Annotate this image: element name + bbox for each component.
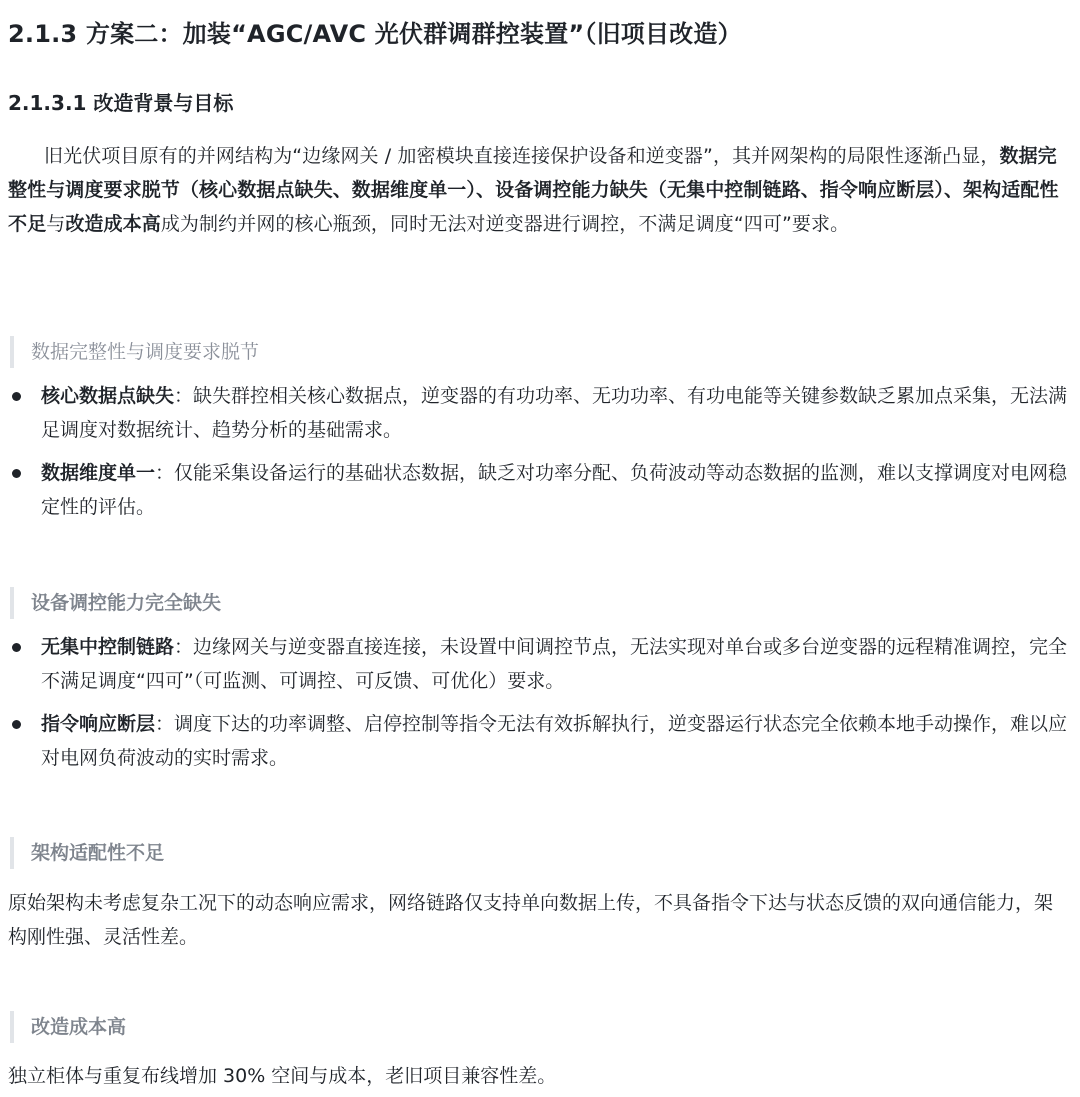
intro-paragraph bbox=[8, 139, 1070, 241]
list-item bbox=[8, 379, 1070, 447]
bullet-text: ：调度下达的功率调整、启停控制等指令无法有效拆解执行，逆变器运行状态完全依赖本地手动操作，难以应对电网负荷波动的实时需求。 bbox=[41, 713, 1068, 769]
blockquote-control-capability: 设备调控能力完全缺失 bbox=[10, 587, 221, 619]
architecture-paragraph: 原始架构未考虑复杂工况下的动态响应需求，网络链路仅支持单向数据上传，不具备指令下达与状态反馈的双向通信能力，架构刚性强、灵活性差。 bbox=[8, 892, 1054, 948]
bullet-dot-icon bbox=[12, 469, 21, 478]
subsection-heading: 2.1.3.1 改造背景与目标 bbox=[8, 91, 234, 115]
cost-paragraph: 独立柜体与重复布线增加 30% 空间与成本，老旧项目兼容性差。 bbox=[8, 1065, 557, 1087]
bullet-text: ：边缘网关与逆变器直接连接，未设置中间调控节点，无法实现对单台或多台逆变器的远程精准调控，完全不满足调度“四可”（可监测、可调控、可反馈、可优化）要求。 bbox=[41, 636, 1068, 692]
list-item bbox=[8, 707, 1070, 775]
bullet-list-data-integrity bbox=[8, 379, 1070, 533]
blockquote-data-integrity: 数据完整性与调度要求脱节 bbox=[10, 336, 259, 368]
intro-text-1: 旧光伏项目原有的并网结构为“边缘网关 / 加密模块直接连接保护设备和逆变器”，其并网架构的局限性逐渐凸显， bbox=[44, 145, 1000, 167]
bullet-term: 无集中控制链路 bbox=[41, 636, 175, 658]
list-item bbox=[8, 630, 1070, 698]
bullet-dot-icon bbox=[12, 392, 21, 401]
bullet-dot-icon bbox=[12, 720, 21, 729]
blockquote-cost: 改造成本高 bbox=[10, 1011, 126, 1043]
section-heading: 2.1.3 方案二：加装“AGC/AVC 光伏群调群控装置”（旧项目改造） bbox=[8, 20, 742, 48]
bullet-dot-icon bbox=[12, 643, 21, 652]
bullet-text: ：缺失群控相关核心数据点，逆变器的有功功率、无功功率、有功电能等关键参数缺乏累加点采集，无法满足调度对数据统计、趋势分析的基础需求。 bbox=[41, 385, 1068, 441]
intro-bold-1: 数据完整性与调度要求脱节（核心数据点缺失、数据维度单一）、设备调控能力缺失（无集中控制链路、指令响应断层）、架构适配性不足 bbox=[8, 145, 1059, 235]
bullet-term: 指令响应断层 bbox=[41, 713, 156, 735]
bullet-text: ：仅能采集设备运行的基础状态数据，缺乏对功率分配、负荷波动等动态数据的监测，难以支撑调度对电网稳定性的评估。 bbox=[41, 462, 1068, 518]
bullet-term: 数据维度单一 bbox=[41, 462, 156, 484]
bullet-list-control-capability bbox=[8, 630, 1070, 784]
blockquote-architecture: 架构适配性不足 bbox=[10, 837, 164, 869]
intro-text-3: 成为制约并网的核心瓶颈，同时无法对逆变器进行调控，不满足调度“四可”要求。 bbox=[160, 213, 850, 235]
bullet-term: 核心数据点缺失 bbox=[41, 385, 175, 407]
intro-text-2: 与 bbox=[46, 213, 66, 235]
list-item bbox=[8, 456, 1070, 524]
intro-bold-2: 改造成本高 bbox=[65, 213, 161, 235]
